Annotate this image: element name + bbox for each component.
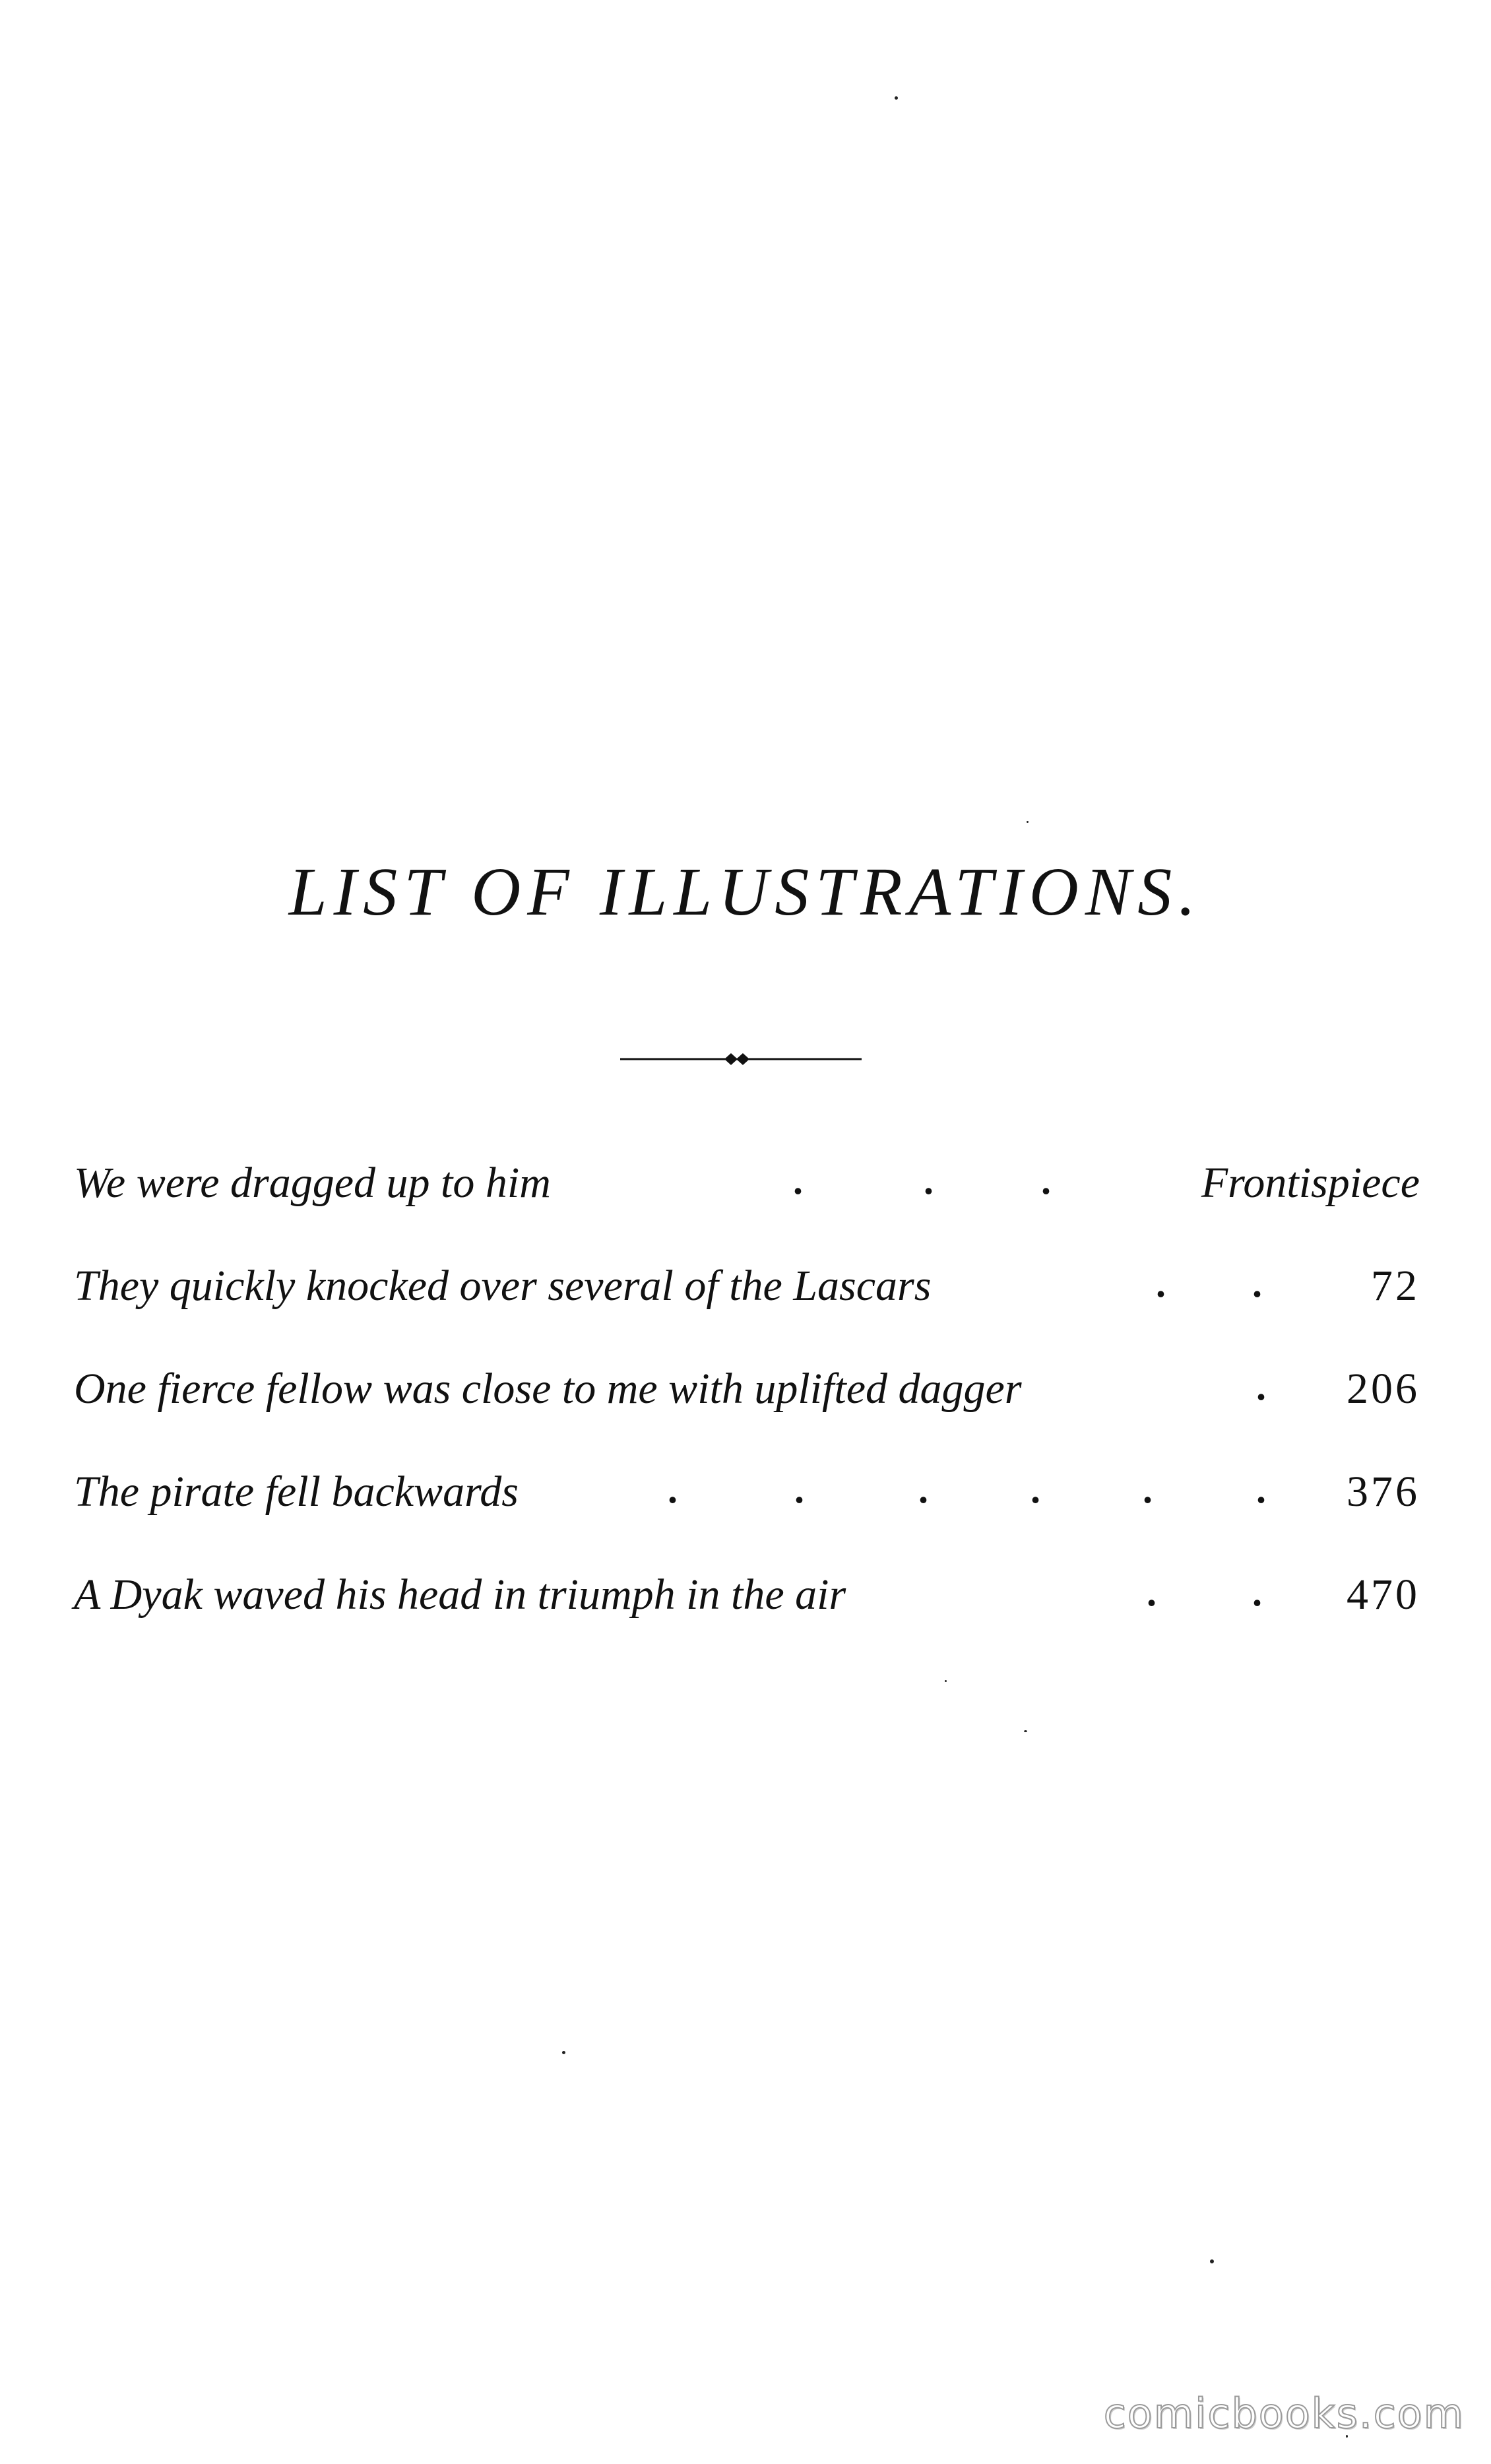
page-number: 470: [1347, 1571, 1420, 1619]
watermark: comicbooks.com: [1103, 2389, 1465, 2438]
leader-dot: .: [1156, 1262, 1166, 1305]
page-title: LIST OF ILLUSTRATIONS.: [288, 854, 1203, 930]
leader-dot: .: [794, 1468, 804, 1511]
page-number: Frontispiece: [1201, 1159, 1420, 1207]
leader-dot: .: [1143, 1468, 1153, 1511]
illustration-title: They quickly knocked over several of the Lascars: [74, 1262, 932, 1310]
page-number: 376: [1347, 1468, 1420, 1516]
scan-speck: [895, 96, 898, 100]
list-item: [74, 1364, 1420, 1467]
illustration-title: One fierce fellow was close to me with uplifted dagger: [74, 1365, 1022, 1413]
scan-speck: [1210, 2259, 1214, 2263]
scan-speck: [945, 1680, 947, 1682]
illustration-title: The pirate fell backwards: [74, 1468, 519, 1516]
scan-speck: [1027, 821, 1029, 823]
illustration-title: A Dyak waved his head in triumph in the air: [74, 1571, 846, 1619]
list-item: [74, 1467, 1420, 1570]
list-item: [74, 1261, 1420, 1364]
leader-dot: .: [1041, 1159, 1051, 1202]
leader-dot: .: [1256, 1365, 1266, 1408]
leader-dot: .: [1252, 1571, 1262, 1614]
leader-dot: .: [924, 1159, 934, 1202]
leader-dot: .: [918, 1468, 928, 1511]
illustration-title: We were dragged up to him: [74, 1159, 551, 1207]
leader-dot: .: [793, 1159, 803, 1202]
scan-speck: [1024, 1730, 1027, 1732]
list-item: [74, 1158, 1420, 1261]
leader-dot: .: [1147, 1571, 1157, 1614]
leader-dot: .: [1252, 1262, 1262, 1305]
scan-speck: [562, 2051, 565, 2054]
page-number: 72: [1371, 1262, 1420, 1310]
illustration-list: [74, 1158, 1420, 1673]
leader-dot: .: [1256, 1468, 1266, 1511]
leader-dot: .: [668, 1468, 678, 1511]
list-item: [74, 1570, 1420, 1673]
ornament-divider: [620, 1049, 862, 1069]
page-number: 206: [1347, 1365, 1420, 1413]
leader-dot: .: [1031, 1468, 1040, 1511]
